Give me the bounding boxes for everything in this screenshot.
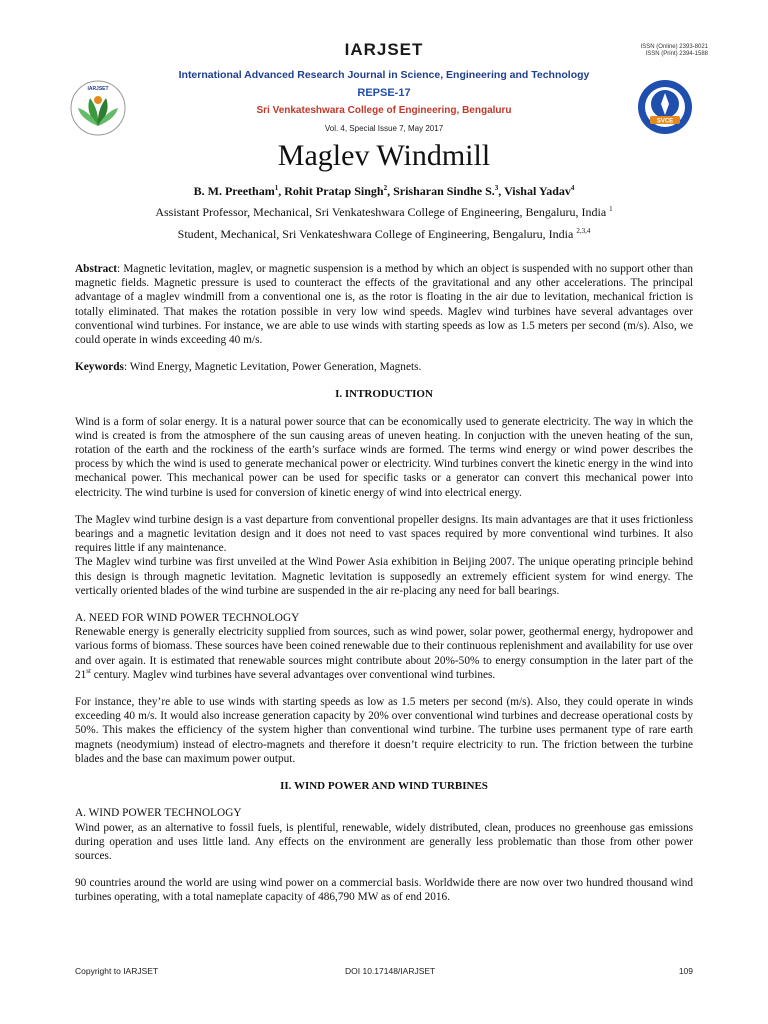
need-paragraph-1 [75, 625, 693, 682]
section-heading-introduction: I. INTRODUCTION [335, 388, 433, 401]
intro-paragraph-2: The Maglev wind turbine design is a vast departure from conventional propeller designs. Its main advantages are that it uses frictionless bearings and a magnetic levitation design and it does not need to vast spaces required by more conventional wind turbines. It also requires little if any maintenance. [75, 513, 693, 555]
issn-online: ISSN (Online) 2393-8021 [640, 44, 708, 50]
footer-doi: DOI 10.17148/IARJSET [345, 966, 436, 976]
author-name: B. M. Preetham [193, 184, 275, 198]
subsection-heading-need: A. NEED FOR WIND POWER TECHNOLOGY [75, 612, 300, 625]
journal-abbr: IARJSET [344, 40, 424, 59]
logo-right-text: SVCE [656, 118, 674, 125]
affiliation-1-mark: 1 [609, 205, 613, 213]
keywords-text: : Wind Energy, Magnetic Levitation, Power Generation, Magnets. [123, 361, 422, 374]
author-mark: 4 [570, 184, 575, 192]
need-paragraph-1-text-end: century. Maglev wind turbines have several advantages over conventional wind turbines. [90, 668, 496, 681]
abstract-label: Abstract [75, 263, 118, 275]
author-name: Srisharan Sindhe S. [393, 184, 495, 198]
subsection-heading-wind-power-technology: A. WIND POWER TECHNOLOGY [75, 807, 242, 820]
affiliation-1-text: Assistant Professor, Mechanical, Sri Venkateshwara College of Engineering, Bengaluru, India [155, 205, 607, 219]
need-paragraph-2: For instance, they’re able to use winds with starting speeds as low as 1.5 meters per second (m/s). Also, they could operate in winds exceeding 40 m/s. It would also increase generation capacity by 20% over conventional wind turbines and decrease operational costs by 50%. This makes the efficiency of the system higher than conventional wind turbine. The turbine uses permanent type of rare earth magnets (neodymium) instead of electro-magnets and therefore it doesn’t require electricity to run. The friction between the turbine blades and the base can maximum power output. [75, 696, 693, 765]
footer-copyright: Copyright to IARJSET [75, 966, 159, 976]
need-paragraph-1-sup: st [86, 667, 91, 676]
section-heading-wind-power: II. WIND POWER AND WIND TURBINES [280, 780, 488, 793]
volume-info: Vol. 4, Special Issue 7, May 2017 [324, 124, 444, 133]
author-mark: 1 [274, 184, 279, 192]
intro-paragraph-3: The Maglev wind turbine was first unveiled at the Wind Power Asia exhibition in Beijing 2007. The unique operating principle behind this design is through magnetic levitation. Magnetic levitation is supposedly an extremely efficient system for wind energy. The vertically oriented blades of the wind turbine are suspended in the air re-placing any need for ball bearings. [75, 556, 693, 597]
intro-paragraph-1: Wind is a form of solar energy. It is a natural power source that can be economically used to generate electricity. The way in which the wind is created is from the atmosphere of the sun causing areas of uneven heating. In conjuction with the uneven heating of the sun, rotation of the earth and the rockiness of the earth’s surface winds are formed. The terms wind energy or wind power describes the process by which the wind is used to generate mechanical power or electricity. Wind turbines convert the kinetic energy in the wind into mechanical power. This mechanical power can be used for specific tasks or a generator can convert this mechanical power into electricity. The wind turbine is used for conversion of kinetic energy of wind into electrical energy. [75, 415, 693, 499]
issn-print: ISSN (Print) 2394-1588 [645, 51, 708, 57]
issn-block [641, 44, 708, 58]
wind-paragraph-1: Wind power, as an alternative to fossil fuels, is plentiful, renewable, widely distributed, clean, produces no greenhouse gas emissions during operation and uses little land. Any effects on the environment are generally less problematic than those from other power sources. [75, 821, 693, 862]
author-separator: , [498, 184, 505, 198]
affiliation-2 [0, 227, 768, 242]
author-mark: 3 [494, 184, 499, 192]
paper-body [75, 262, 693, 905]
keywords [75, 360, 693, 374]
wind-paragraph-2: 90 countries around the world are using wind power on a commercial basis. Worldwide there are now over two hundred thousand wind turbines operating, with a total nameplate capacity of 486,790 MW as of end 2016. [75, 877, 693, 904]
need-paragraph-1-text: Renewable energy is generally electricity supplied from sources, such as wind power, solar power, geothermal energy, hydropower and various forms of biomass. These sources have been coined renewable due to their continuous replenishment and availability for use over and over again. It is estimated that renewable sources might contribute about 20%-50% to energy consumption in the later part of the 21 [75, 626, 693, 681]
logo-left-text: IARJSET [87, 86, 109, 92]
svce-logo-icon [636, 78, 694, 136]
affiliation-1 [0, 205, 768, 220]
author-separator: , [278, 184, 285, 198]
footer-page-number: 109 [678, 966, 693, 976]
author-name: Vishal Yadav [504, 184, 571, 198]
author-name: Rohit Pratap Singh [284, 184, 384, 198]
author-list [0, 184, 768, 199]
abstract-text: : Magnetic levitation, maglev, or magnetic suspension is a method by which an object is suspended with no support other than magnetic fields. Magnetic pressure is used to counteract the effects of the gravitational and any other accelerations. The principal advantage of a maglev windmill from a conventional one is, as the rotor is floating in the air due to levitation, mechanical friction is totally eliminated. That makes the rotation possible in very low wind speeds. Maglev wind turbines have several advantages over conventional wind turbines. For instance, we are able to use winds with starting speeds as low as 1.5 meters per second (m/s). Also, we could operate in winds exceeding 40 m/s. [75, 263, 693, 347]
college-name: Sri Venkateshwara College of Engineering, Bengaluru [256, 105, 512, 116]
affiliation-2-mark: 2,3,4 [576, 227, 591, 235]
author-mark: 2 [383, 184, 388, 192]
affiliation-2-text: Student, Mechanical, Sri Venkateshwara College of Engineering, Bengaluru, India [177, 227, 574, 241]
author-separator: , [387, 184, 394, 198]
iarjset-logo-icon [68, 78, 128, 138]
paper-title: Maglev Windmill [277, 139, 491, 172]
abstract [75, 262, 693, 347]
keywords-label: Keywords [75, 361, 124, 374]
conference-name: REPSE-17 [357, 87, 411, 99]
masthead [0, 0, 768, 140]
journal-full-name: International Advanced Research Journal in Science, Engineering and Technology [178, 69, 590, 81]
